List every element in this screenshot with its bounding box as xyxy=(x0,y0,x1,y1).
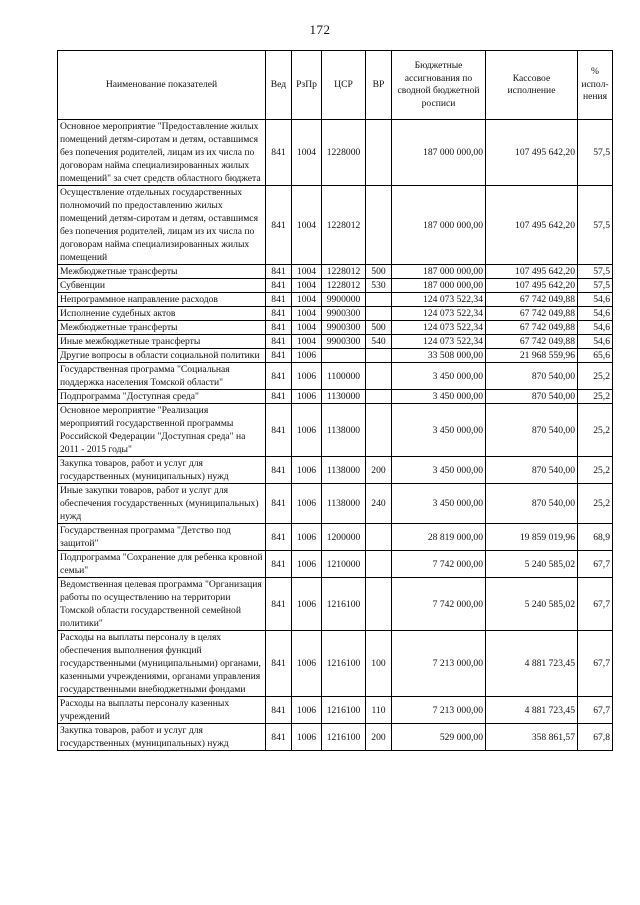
row-ved: 841 xyxy=(266,120,292,186)
table-row xyxy=(58,390,613,404)
budget-table xyxy=(57,50,613,751)
row-cash-execution: 870 540,00 xyxy=(486,404,578,457)
table-row xyxy=(58,186,613,265)
row-ved: 841 xyxy=(266,293,292,307)
row-ved: 841 xyxy=(266,524,292,551)
row-rzpr: 1004 xyxy=(292,321,322,335)
row-assignments: 3 450 000,00 xyxy=(392,363,486,390)
row-csr: 1228000 xyxy=(322,120,366,186)
row-assignments: 124 073 522,34 xyxy=(392,293,486,307)
row-csr: 1138000 xyxy=(322,404,366,457)
row-vr: 100 xyxy=(366,631,392,697)
table-row xyxy=(58,404,613,457)
table-row xyxy=(58,293,613,307)
row-cash-execution: 107 495 642,20 xyxy=(486,120,578,186)
row-cash-execution: 5 240 585,02 xyxy=(486,551,578,578)
row-cash-execution: 67 742 049,88 xyxy=(486,293,578,307)
row-assignments: 3 450 000,00 xyxy=(392,404,486,457)
row-assignments: 7 213 000,00 xyxy=(392,697,486,724)
row-vr: 540 xyxy=(366,335,392,349)
row-cash-execution: 4 881 723,45 xyxy=(486,697,578,724)
row-assignments: 7 742 000,00 xyxy=(392,551,486,578)
row-percent: 67,7 xyxy=(578,697,613,724)
table-header-row xyxy=(58,51,613,120)
table-row xyxy=(58,551,613,578)
row-csr: 1216100 xyxy=(322,578,366,631)
row-name: Ведомственная целевая программа "Организация работы по осуществлению на территории Томской области государственной семейной политики" xyxy=(58,578,266,631)
row-ved: 841 xyxy=(266,724,292,751)
row-name: Государственная программа "Социальная поддержка населения Томской области" xyxy=(58,363,266,390)
row-vr: 200 xyxy=(366,457,392,484)
row-percent: 57,5 xyxy=(578,186,613,265)
row-name: Непрограммное направление расходов xyxy=(58,293,266,307)
row-rzpr: 1006 xyxy=(292,349,322,363)
table-row xyxy=(58,631,613,697)
row-rzpr: 1006 xyxy=(292,631,322,697)
table-row xyxy=(58,307,613,321)
row-percent: 54,6 xyxy=(578,335,613,349)
table-row xyxy=(58,321,613,335)
row-csr: 9900000 xyxy=(322,293,366,307)
row-cash-execution: 21 968 559,96 xyxy=(486,349,578,363)
row-ved: 841 xyxy=(266,578,292,631)
row-vr: 200 xyxy=(366,724,392,751)
row-assignments: 33 508 000,00 xyxy=(392,349,486,363)
row-rzpr: 1004 xyxy=(292,307,322,321)
row-rzpr: 1004 xyxy=(292,335,322,349)
row-vr: 500 xyxy=(366,321,392,335)
row-percent: 67,7 xyxy=(578,551,613,578)
row-ved: 841 xyxy=(266,335,292,349)
row-name: Расходы на выплаты персоналу в целях обеспечения выполнения функций государственными (муниципальными) органами, казенными учреждениями, органами управления государственными внебюджетными фондами xyxy=(58,631,266,697)
row-percent: 57,5 xyxy=(578,279,613,293)
row-rzpr: 1006 xyxy=(292,363,322,390)
table-row xyxy=(58,484,613,524)
row-name: Основное мероприятие "Реализация мероприятий государственной программы Российской Федерации "Доступная среда" на 2011 - 2015 годы" xyxy=(58,404,266,457)
row-rzpr: 1004 xyxy=(292,279,322,293)
row-assignments: 3 450 000,00 xyxy=(392,484,486,524)
row-csr: 1200000 xyxy=(322,524,366,551)
row-cash-execution: 107 495 642,20 xyxy=(486,265,578,279)
row-percent: 65,6 xyxy=(578,349,613,363)
row-csr: 9900300 xyxy=(322,335,366,349)
row-assignments: 3 450 000,00 xyxy=(392,390,486,404)
table-row xyxy=(58,697,613,724)
row-csr: 9900300 xyxy=(322,321,366,335)
row-cash-execution: 67 742 049,88 xyxy=(486,321,578,335)
table-row xyxy=(58,349,613,363)
row-percent: 57,5 xyxy=(578,265,613,279)
row-rzpr: 1006 xyxy=(292,578,322,631)
row-assignments: 3 450 000,00 xyxy=(392,457,486,484)
table-row xyxy=(58,265,613,279)
row-cash-execution: 870 540,00 xyxy=(486,363,578,390)
row-ved: 841 xyxy=(266,307,292,321)
row-rzpr: 1004 xyxy=(292,186,322,265)
row-vr xyxy=(366,390,392,404)
row-assignments: 124 073 522,34 xyxy=(392,321,486,335)
row-percent: 54,6 xyxy=(578,307,613,321)
row-cash-execution: 107 495 642,20 xyxy=(486,186,578,265)
table-row xyxy=(58,279,613,293)
row-csr: 1216100 xyxy=(322,631,366,697)
row-ved: 841 xyxy=(266,697,292,724)
row-ved: 841 xyxy=(266,457,292,484)
row-ved: 841 xyxy=(266,404,292,457)
row-ved: 841 xyxy=(266,265,292,279)
row-cash-execution: 870 540,00 xyxy=(486,457,578,484)
table-row xyxy=(58,724,613,751)
row-name: Государственная программа "Детство под защитой" xyxy=(58,524,266,551)
header-rzpr: РзПр xyxy=(292,51,322,120)
row-name: Исполнение судебных актов xyxy=(58,307,266,321)
header-assignments: Бюджетные ассигнования по сводной бюджетной росписи xyxy=(392,51,486,120)
row-rzpr: 1004 xyxy=(292,265,322,279)
header-name: Наименование показателей xyxy=(58,51,266,120)
table-row xyxy=(58,363,613,390)
row-vr xyxy=(366,404,392,457)
row-vr xyxy=(366,186,392,265)
row-name: Другие вопросы в области социальной политики xyxy=(58,349,266,363)
row-vr xyxy=(366,293,392,307)
row-csr: 1216100 xyxy=(322,724,366,751)
row-percent: 57,5 xyxy=(578,120,613,186)
row-rzpr: 1006 xyxy=(292,404,322,457)
row-vr: 110 xyxy=(366,697,392,724)
row-assignments: 7 213 000,00 xyxy=(392,631,486,697)
row-cash-execution: 67 742 049,88 xyxy=(486,307,578,321)
row-vr xyxy=(366,307,392,321)
row-percent: 25,2 xyxy=(578,457,613,484)
row-assignments: 124 073 522,34 xyxy=(392,307,486,321)
header-cash-execution: Кассовое исполнение xyxy=(486,51,578,120)
row-ved: 841 xyxy=(266,484,292,524)
row-percent: 25,2 xyxy=(578,363,613,390)
row-cash-execution: 4 881 723,45 xyxy=(486,631,578,697)
row-name: Межбюджетные трансферты xyxy=(58,265,266,279)
row-cash-execution: 358 861,57 xyxy=(486,724,578,751)
row-rzpr: 1006 xyxy=(292,724,322,751)
row-name: Закупка товаров, работ и услуг для государственных (муниципальных) нужд xyxy=(58,457,266,484)
row-rzpr: 1006 xyxy=(292,551,322,578)
row-name: Иные межбюджетные трансферты xyxy=(58,335,266,349)
row-name: Основное мероприятие "Предоставление жилых помещений детям-сиротам и детям, оставшимся без попечения родителей, лицам из их числа по договорам найма специализированных жилых помещений" за счет средств областного бюджета xyxy=(58,120,266,186)
row-rzpr: 1004 xyxy=(292,293,322,307)
row-percent: 25,2 xyxy=(578,484,613,524)
row-name: Субвенции xyxy=(58,279,266,293)
row-cash-execution: 107 495 642,20 xyxy=(486,279,578,293)
row-assignments: 7 742 000,00 xyxy=(392,578,486,631)
header-ved: Вед xyxy=(266,51,292,120)
row-assignments: 28 819 000,00 xyxy=(392,524,486,551)
row-csr: 1216100 xyxy=(322,697,366,724)
row-vr xyxy=(366,524,392,551)
row-percent: 67,7 xyxy=(578,578,613,631)
row-percent: 67,8 xyxy=(578,724,613,751)
row-rzpr: 1006 xyxy=(292,697,322,724)
row-ved: 841 xyxy=(266,186,292,265)
row-csr: 1228012 xyxy=(322,279,366,293)
row-ved: 841 xyxy=(266,363,292,390)
row-name: Осуществление отдельных государственных полномочий по предоставлению жилых помещений детям-сиротам и детям, оставшимся без попечения родителей, лицам из их числа по договорам найма специализированных жилых помещений xyxy=(58,186,266,265)
row-ved: 841 xyxy=(266,390,292,404)
row-cash-execution: 67 742 049,88 xyxy=(486,335,578,349)
row-rzpr: 1006 xyxy=(292,524,322,551)
row-name: Иные закупки товаров, работ и услуг для обеспечения государственных (муниципальных) нужд xyxy=(58,484,266,524)
header-csr: ЦСР xyxy=(322,51,366,120)
row-vr xyxy=(366,363,392,390)
row-name: Подпрограмма "Сохранение для ребенка кровной семьи" xyxy=(58,551,266,578)
row-name: Закупка товаров, работ и услуг для государственных (муниципальных) нужд xyxy=(58,724,266,751)
row-assignments: 124 073 522,34 xyxy=(392,335,486,349)
row-percent: 25,2 xyxy=(578,404,613,457)
row-assignments: 187 000 000,00 xyxy=(392,279,486,293)
row-percent: 25,2 xyxy=(578,390,613,404)
row-rzpr: 1006 xyxy=(292,390,322,404)
row-csr: 1130000 xyxy=(322,390,366,404)
row-ved: 841 xyxy=(266,349,292,363)
row-csr: 9900300 xyxy=(322,307,366,321)
table-row xyxy=(58,335,613,349)
row-assignments: 187 000 000,00 xyxy=(392,120,486,186)
row-ved: 841 xyxy=(266,321,292,335)
row-csr: 1228012 xyxy=(322,186,366,265)
row-csr: 1100000 xyxy=(322,363,366,390)
table-row xyxy=(58,120,613,186)
row-ved: 841 xyxy=(266,279,292,293)
header-percent-execution: % испол-нения xyxy=(578,51,613,120)
row-assignments: 187 000 000,00 xyxy=(392,265,486,279)
row-name: Межбюджетные трансферты xyxy=(58,321,266,335)
row-cash-execution: 5 240 585,02 xyxy=(486,578,578,631)
row-rzpr: 1006 xyxy=(292,457,322,484)
row-assignments: 187 000 000,00 xyxy=(392,186,486,265)
row-csr: 1138000 xyxy=(322,484,366,524)
table-body xyxy=(58,120,613,751)
row-vr xyxy=(366,120,392,186)
row-csr: 1228012 xyxy=(322,265,366,279)
row-cash-execution: 870 540,00 xyxy=(486,390,578,404)
row-assignments: 529 000,00 xyxy=(392,724,486,751)
row-vr: 240 xyxy=(366,484,392,524)
row-csr: 1138000 xyxy=(322,457,366,484)
row-percent: 67,7 xyxy=(578,631,613,697)
row-ved: 841 xyxy=(266,631,292,697)
row-percent: 54,6 xyxy=(578,293,613,307)
table-row xyxy=(58,457,613,484)
row-csr xyxy=(322,349,366,363)
row-csr: 1210000 xyxy=(322,551,366,578)
row-percent: 54,6 xyxy=(578,321,613,335)
row-vr xyxy=(366,578,392,631)
header-vr: ВР xyxy=(366,51,392,120)
table-row xyxy=(58,578,613,631)
page-number: 172 xyxy=(309,22,331,37)
row-percent: 68,9 xyxy=(578,524,613,551)
table-row xyxy=(58,524,613,551)
row-cash-execution: 19 859 019,96 xyxy=(486,524,578,551)
row-name: Расходы на выплаты персоналу казенных учреждений xyxy=(58,697,266,724)
row-ved: 841 xyxy=(266,551,292,578)
row-vr xyxy=(366,349,392,363)
row-cash-execution: 870 540,00 xyxy=(486,484,578,524)
row-vr: 500 xyxy=(366,265,392,279)
row-rzpr: 1006 xyxy=(292,484,322,524)
row-name: Подпрограмма "Доступная среда" xyxy=(58,390,266,404)
row-vr xyxy=(366,551,392,578)
row-vr: 530 xyxy=(366,279,392,293)
row-rzpr: 1004 xyxy=(292,120,322,186)
